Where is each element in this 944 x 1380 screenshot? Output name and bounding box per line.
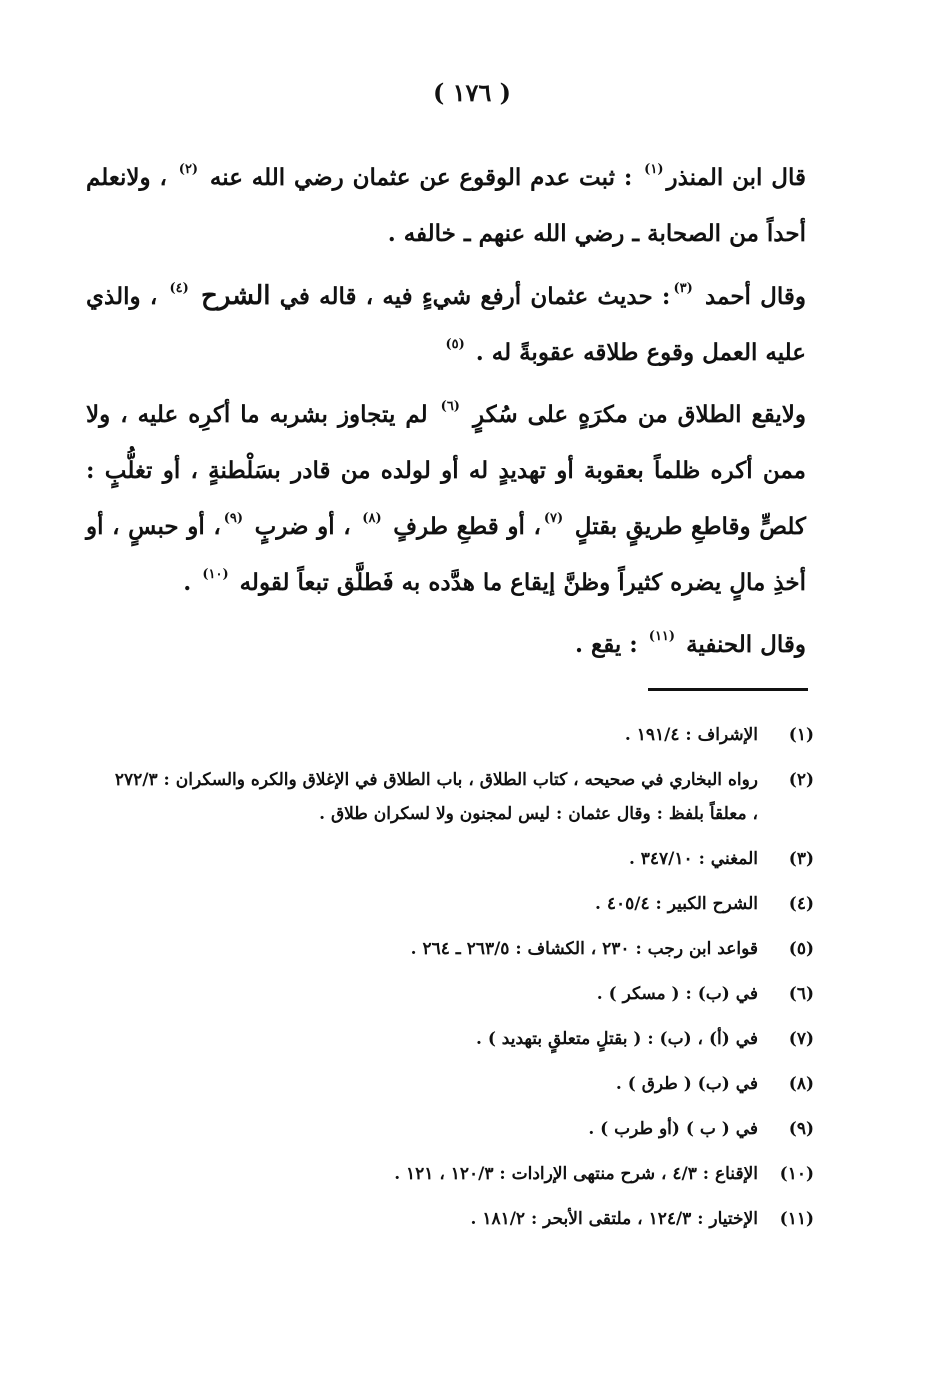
footnote-text: الإشراف : ١٩١/٤ .: [624, 725, 758, 745]
text-segment: ، والذي عليه العمل وقوع طلاقه عقوبةً له .: [86, 283, 806, 366]
footnote: [114, 718, 814, 752]
footnote-number: (٦): [788, 984, 814, 1004]
footnote: [114, 1022, 814, 1056]
footnote-number: (٨): [788, 1074, 814, 1094]
paragraph-ahmad: [86, 268, 806, 381]
footnote: [114, 977, 814, 1011]
text-segment: ، ولانعلم أحداً من الصحابة ـ رضي الله عنهم ـ خالفه .: [86, 164, 806, 247]
footnote: [114, 763, 814, 831]
footnote-number: (١١): [779, 1209, 814, 1229]
main-text: [86, 150, 806, 679]
text-segment: : ثبت عدم الوقوع عن عثمان رضي الله عنه: [201, 164, 642, 191]
footnote-ref: (٧): [543, 511, 564, 526]
footnote-ref: (٦): [440, 399, 460, 414]
footnote-ref: (١١): [648, 629, 676, 644]
paragraph-hanafiyya: [86, 617, 806, 673]
text-segment: ولايقع الطلاق من مكرَهٍ على سُكرٍ: [462, 401, 806, 428]
footnote-number: (٤): [788, 894, 814, 914]
footnote-ref: (٥): [445, 337, 465, 352]
footnote-text: رواه البخاري في صحيحه ، كتاب الطلاق ، باب الطلاق في الإغلاق والكره والسكران : ٢٧٢/٣ ، معلقاً بلفظ : وقال عثمان : ليس لمجنون ولا لسكران طلاق .: [114, 770, 758, 824]
footnote-ref: (١٠): [202, 567, 229, 582]
footnote-text: في (ب) ( طرق ) .: [615, 1074, 758, 1094]
footnote: [114, 1202, 814, 1236]
footnote: [114, 932, 814, 966]
footnote-number: (١٠): [779, 1164, 814, 1184]
text-segment: ، أو ضربٍ: [246, 513, 360, 540]
footnote: [114, 1112, 814, 1146]
text-segment: : يقع .: [574, 631, 646, 658]
footnote-text: الإختيار : ١٢٤/٣ ، ملتقى الأبحر : ١٨١/٢ .: [470, 1209, 758, 1229]
text-segment: وقال الحنفية: [678, 631, 806, 658]
footnote: [114, 1067, 814, 1101]
footnote-ref: (٣): [673, 281, 693, 296]
footnote-ref: (٤): [169, 281, 189, 296]
text-segment: : حديث عثمان أرفع شيءٍ فيه ، قاله في: [270, 283, 671, 310]
footnote-text: في (أ) ، (ب) : ( بقتلٍ متعلقٍ بتهديد ) .: [475, 1029, 758, 1049]
footnote: [114, 1157, 814, 1191]
text-segment: لم يتجاوز بشربه ما أكرِه عليه ، ولا ممن أكره ظلماً بعقوبة أو تهديدٍ له أو لولده من قادر بسَلْطنةٍ ، أو تغلُّبٍ : كلصٍّ وقاطعِ طريقٍ بقتلٍ: [86, 401, 806, 540]
footnote-number: (١): [788, 725, 814, 745]
footnote-text: المغني : ٣٤٧/١٠ .: [628, 849, 758, 869]
footnote-ref: (٨): [362, 511, 382, 526]
footnote-text: الإقناع : ٤/٣ ، شرح منتهى الإرادات : ١٢٠/٣ ، ١٢١ .: [394, 1164, 758, 1184]
text-segment: ، أو قطعِ طرفٍ: [384, 513, 541, 540]
footnote-number: (٧): [788, 1029, 814, 1049]
footnote-number: (٩): [788, 1119, 814, 1139]
footnotes: [114, 718, 814, 1247]
footnote-text: قواعد ابن رجب : ٢٣٠ ، الكشاف : ٢٦٣/٥ ـ ٢٦٤ .: [410, 939, 758, 959]
footnote-number: (٢): [788, 770, 814, 790]
footnote-ref: (٢): [178, 162, 199, 177]
footnote-text: في (ب) : ( مسكر ) .: [596, 984, 758, 1004]
footnote: [114, 887, 814, 921]
page-number: ( ١٧٦ ): [432, 78, 512, 107]
footnote-number: (٥): [788, 939, 814, 959]
footnote-text: في ( ب ) (أو طرب ) .: [588, 1119, 758, 1139]
footnote: [114, 842, 814, 876]
footnote-number: (٣): [788, 849, 814, 869]
footnote-separator: [648, 688, 808, 691]
book-title-sharh: الشرح: [201, 281, 271, 311]
text-segment: [192, 283, 201, 310]
footnote-ref: (٩): [223, 511, 244, 526]
footnote-text: الشرح الكبير : ٤٠٥/٤ .: [595, 894, 758, 914]
text-segment: .: [183, 569, 200, 596]
paragraph-ibn-almundhir: [86, 150, 806, 262]
text-segment: وقال أحمد: [695, 283, 807, 310]
text-segment: قال ابن المنذر: [666, 164, 806, 191]
footnote-ref: (١): [644, 162, 664, 177]
paragraph-coercion: [86, 387, 806, 611]
text-segment: ، أو حبسٍ ، أو أخذِ مالٍ يضره كثيراً وظنَّ إيقاع ما هدَّده به فَطلَّق تبعاً لقوله: [86, 513, 806, 596]
